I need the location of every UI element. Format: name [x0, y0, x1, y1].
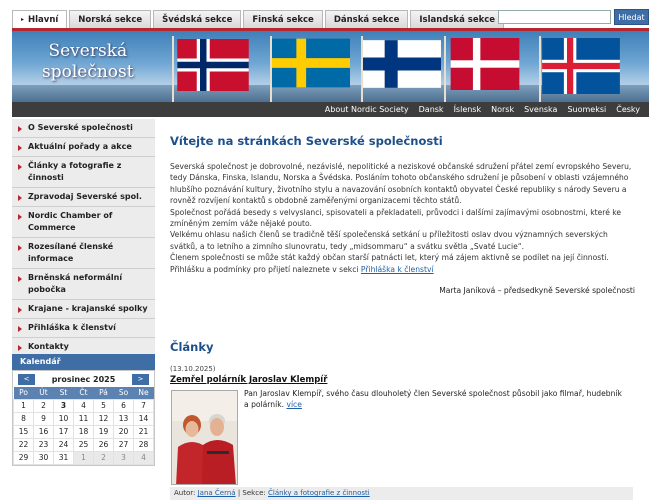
weekday-header: Pá — [94, 387, 114, 399]
weekday-header: Čt — [74, 387, 94, 399]
calendar-day[interactable]: 14 — [134, 412, 154, 425]
calendar-day[interactable]: 1 — [14, 399, 34, 412]
article-headline-link[interactable]: Zemřel polárník Jaroslav Klempíř — [170, 375, 328, 385]
lang-swedish[interactable]: Svenska — [524, 105, 558, 114]
triangle-right-icon: ▸ — [21, 16, 25, 23]
calendar-month: prosinec 2025 — [51, 374, 116, 384]
read-more-link[interactable]: více — [286, 400, 302, 410]
section-tabs — [12, 10, 506, 28]
site-title-line2: společnost — [42, 62, 134, 82]
calendar-day[interactable]: 10 — [54, 412, 74, 425]
lang-icelandic[interactable]: Íslensk — [453, 105, 482, 114]
sidebar-item-events[interactable]: Aktuální pořady a akce — [12, 138, 155, 157]
calendar-next-button[interactable]: > — [132, 374, 149, 385]
calendar-title: Kalendář — [12, 354, 155, 370]
calendar-header — [13, 371, 154, 387]
iceland-flag-icon — [541, 38, 621, 94]
lang-czech[interactable]: Česky — [616, 105, 640, 114]
calendar-day[interactable]: 15 — [14, 425, 34, 438]
site-title-line1: Severská — [48, 41, 128, 61]
calendar-day[interactable]: 31 — [54, 451, 74, 464]
tab-home[interactable] — [12, 10, 67, 28]
calendar-day[interactable]: 6 — [114, 399, 134, 412]
main-content — [170, 134, 635, 295]
calendar-day-today[interactable]: 3 — [54, 399, 74, 412]
sidebar-item-member-info[interactable]: Rozesílané členské informace — [12, 238, 155, 269]
article-summary-text: Pan Jaroslav Klempíř, svého času dlouholetý člen Severské společnost působil jako filmař, hudebník a polárník. — [244, 389, 622, 410]
search-input[interactable] — [498, 10, 611, 24]
membership-link[interactable]: Přihláška k členství — [360, 264, 434, 274]
calendar-day[interactable]: 29 — [14, 451, 34, 464]
calendar-day[interactable]: 16 — [34, 425, 54, 438]
sidebar-item-contacts[interactable]: Kontakty — [12, 338, 155, 357]
denmark-flag-icon — [446, 38, 524, 90]
page-title: Vítejte na stránkách Severské společnosti — [170, 134, 443, 148]
section-link[interactable]: Články a fotografie z činnosti — [267, 489, 370, 497]
membership-text: Členem společnosti se může stát každý občan starší patnácti let, který má zájem aktivně se podílet na její činnosti. Přihlášku a podmínky pro přijetí naleznete v sekci — [170, 253, 609, 274]
site-title[interactable] — [42, 41, 134, 83]
calendar-day[interactable]: 30 — [34, 451, 54, 464]
calendar-day[interactable]: 2 — [34, 399, 54, 412]
search-button[interactable]: Hledat — [614, 9, 649, 25]
weekday-header: St — [54, 387, 74, 399]
calendar-day[interactable]: 8 — [14, 412, 34, 425]
calendar-day[interactable]: 28 — [134, 438, 154, 451]
intro-paragraph: Velkému ohlasu našich členů se tradičně těší společenská setkání u příležitosti oslav dvou významných severských svátků, a to letního a zimního slunovratu, tedy „midsommaru“ a svátku světla „Svaté Lucie“. — [170, 230, 608, 251]
calendar-day[interactable]: 22 — [14, 438, 34, 451]
signature: Marta Janíková – předsedkyně Severské společnosti — [439, 286, 635, 296]
tab-swedish[interactable] — [153, 10, 241, 28]
author-link[interactable]: Jana Černá — [197, 489, 236, 497]
calendar-day[interactable]: 20 — [114, 425, 134, 438]
sidebar-item-newsletter[interactable]: Zpravodaj Severské spol. — [12, 188, 155, 207]
calendar-day[interactable]: 17 — [54, 425, 74, 438]
calendar-day[interactable]: 12 — [94, 412, 114, 425]
calendar-day[interactable]: 23 — [34, 438, 54, 451]
calendar-prev-button[interactable]: < — [18, 374, 35, 385]
calendar-day-other-month[interactable]: 1 — [74, 451, 94, 464]
calendar-day[interactable]: 13 — [114, 412, 134, 425]
calendar-grid — [13, 387, 154, 465]
calendar-day[interactable]: 11 — [74, 412, 94, 425]
lang-finnish[interactable]: Suomeksi — [567, 105, 607, 114]
calendar-day[interactable]: 4 — [74, 399, 94, 412]
calendar-day[interactable]: 18 — [74, 425, 94, 438]
calendar-day-other-month[interactable]: 2 — [94, 451, 114, 464]
sidebar-item-articles[interactable]: Články a fotografie z činnosti — [12, 157, 155, 188]
tab-icelandic[interactable] — [410, 10, 504, 28]
sweden-flag-icon — [272, 37, 350, 89]
calendar-day[interactable]: 27 — [114, 438, 134, 451]
calendar-day[interactable]: 5 — [94, 399, 114, 412]
sidebar-nav — [12, 119, 155, 357]
tab-label: Islandská sekce — [419, 14, 496, 25]
author-label: Autor: — [174, 489, 196, 497]
article-photo[interactable] — [171, 390, 238, 485]
calendar-day-other-month[interactable]: 4 — [134, 451, 154, 464]
calendar-day[interactable]: 7 — [134, 399, 154, 412]
articles-title: Články — [170, 340, 214, 354]
calendar-day[interactable]: 26 — [94, 438, 114, 451]
intro-paragraph — [170, 252, 635, 275]
intro-paragraph: Severská společnost je dobrovolné, nezávislé, nepolitické a neziskové občanské sdružení přátel zemí evropského Severu, tedy Dánska, Finska, Islandu, Norska a Švédska. Posláním tohoto občanského sdružení je působení v oblasti vzájemného hlubšího poznávání kultury, životního stylu a navazování osobních kontaktů obyvatel České republiky s národy Severu a rovněž rozvíjení kontaktů s obdobně zaměřenými organizacemi těchto států. — [170, 162, 632, 206]
calendar-day[interactable]: 19 — [94, 425, 114, 438]
section-label: Sekce: — [242, 489, 266, 497]
calendar-day[interactable]: 25 — [74, 438, 94, 451]
tab-danish[interactable] — [325, 10, 409, 28]
tab-label: Norská sekce — [78, 14, 143, 25]
tab-label: Hlavní — [28, 14, 59, 25]
sidebar-item-expat-clubs[interactable]: Krajane - krajanské spolky — [12, 300, 155, 319]
weekday-header: Út — [34, 387, 54, 399]
people-photo-icon — [172, 391, 238, 485]
calendar — [12, 370, 155, 466]
weekday-header: Po — [14, 387, 34, 399]
finland-flag-icon — [363, 40, 441, 88]
article-meta — [170, 487, 633, 500]
intro-paragraph: Společnost pořádá besedy s velvyslanci, spisovateli a překladateli, průvodci i dalšími zajímavými osobnostmi, které ke zmíněným zemím váže nějaké pouto. — [170, 207, 622, 229]
weekday-header: So — [114, 387, 134, 399]
lang-danish[interactable]: Dansk — [418, 105, 444, 114]
norway-flag-icon — [174, 39, 252, 91]
sidebar-item-chamber[interactable]: Nordic Chamber of Commerce — [12, 207, 155, 238]
lang-english[interactable]: About Nordic Society — [324, 105, 409, 114]
tab-norwegian[interactable] — [69, 10, 151, 28]
sidebar-item-membership[interactable]: Přihláška k členství — [12, 319, 155, 338]
tab-finnish[interactable] — [243, 10, 322, 28]
calendar-day[interactable]: 24 — [54, 438, 74, 451]
tab-label: Dánská sekce — [333, 14, 400, 25]
header-banner — [12, 31, 649, 102]
sidebar-item-about[interactable]: O Severské společnosti — [12, 119, 155, 138]
article-date: (13.10.2025) — [170, 365, 216, 373]
calendar-day[interactable]: 21 — [134, 425, 154, 438]
weekday-header: Ne — [134, 387, 154, 399]
intro-text — [170, 161, 635, 275]
tab-label: Švédská sekce — [162, 14, 233, 25]
calendar-day-other-month[interactable]: 3 — [114, 451, 134, 464]
lang-norwegian[interactable]: Norsk — [491, 105, 515, 114]
tab-label: Finská sekce — [252, 14, 314, 25]
language-bar — [12, 102, 649, 117]
sidebar-item-brno-branch[interactable]: Brněnská neformální pobočka — [12, 269, 155, 300]
meta-separator: | — [237, 489, 243, 497]
article-summary — [244, 388, 624, 411]
calendar-day[interactable]: 9 — [34, 412, 54, 425]
